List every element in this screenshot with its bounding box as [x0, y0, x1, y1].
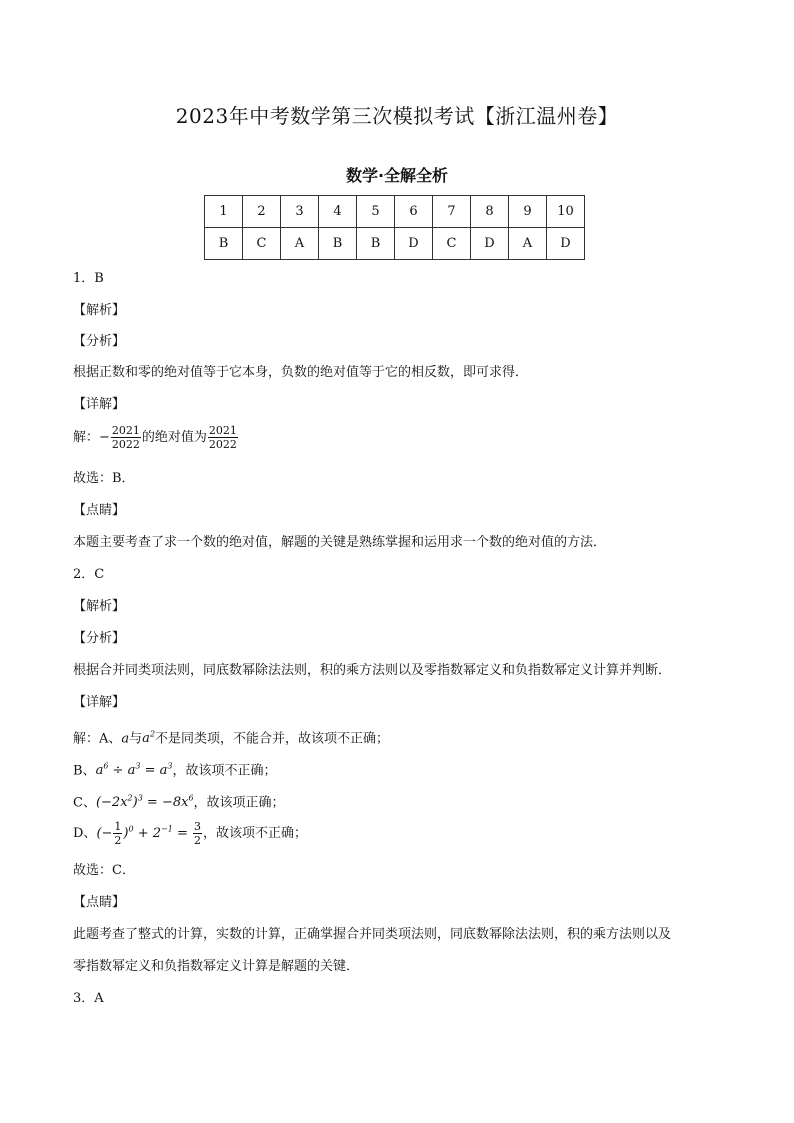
q2-jiexi-heading: 【解析】 [73, 599, 126, 614]
q2-header: 2．C [73, 567, 105, 582]
q3-header: 3．A [73, 991, 104, 1006]
q2-fenxi-text: 根据合并同类项法则，同底数幂除法法则，积的乘方法则以及零指数幂定义和负指数幂定义计算并判断． [73, 663, 672, 678]
q2-dianjing-text-2: 零指数幂定义和负指数幂定义计算是解题的关键． [73, 959, 360, 974]
math-expression: $a^2$ [142, 730, 156, 747]
answer-choice: D [395, 228, 433, 260]
math-expression: (− $\frac{1}{2}$ )$^0 + 2^{-1}$ = $\frac{3}{2}$ [96, 820, 201, 847]
q2-option-c: C、$(-2x^2)^3 = -8x^6$，故该项正确； [73, 794, 285, 811]
q2-option-d: D、(− $\frac{1}{2}$ )$^0 + 2^{-1}$ = $\frac{3}{2}$ ，故该项不正确； [73, 820, 307, 847]
q2-xiangjie-heading: 【详解】 [73, 695, 126, 710]
question-number: 1 [205, 196, 243, 228]
q2-dianjing-text-1: 此题考查了整式的计算，实数的计算，正确掌握合并同类项法则，同底数幂除法法则，积的乘方法则以及 [73, 927, 672, 942]
question-number: 8 [471, 196, 509, 228]
q2-dianjing-heading: 【点睛】 [73, 895, 126, 910]
q1-dianjing-heading: 【点睛】 [73, 503, 126, 518]
answer-choice-row [205, 228, 585, 260]
q2-option-a: 解：A、a与$a^2$不是同类项，不能合并，故该项不正确； [73, 730, 390, 747]
q1-header: 1．B [73, 271, 104, 286]
answer-choice: D [471, 228, 509, 260]
q1-xiangjie-heading: 【详解】 [73, 397, 126, 412]
math-expression: $a^6 \div a^3 = a^3$ [95, 762, 173, 779]
answer-number-row [205, 196, 585, 228]
math-expression: a [121, 731, 130, 747]
answer-choice: A [281, 228, 319, 260]
answer-choice: C [243, 228, 281, 260]
q1-fenxi-text: 根据正数和零的绝对值等于它本身，负数的绝对值等于它的相反数，即可求得． [73, 365, 529, 380]
question-number: 9 [509, 196, 547, 228]
answer-choice: D [547, 228, 585, 260]
q1-dianjing-text: 本题主要考查了求一个数的绝对值，解题的关键是熟练掌握和运用求一个数的绝对值的方法． [73, 535, 607, 550]
q2-option-b: B、$a^6 \div a^3 = a^3$，故该项不正确； [73, 762, 277, 779]
question-number: 5 [357, 196, 395, 228]
question-number: 6 [395, 196, 433, 228]
answer-choice: B [205, 228, 243, 260]
document-title: 2023年中考数学第三次模拟考试【浙江温州卷】 [175, 104, 619, 128]
question-number: 10 [547, 196, 585, 228]
answer-choice: C [433, 228, 471, 260]
fraction: $\frac{2021}{2022}$ [111, 424, 140, 451]
q1-select: 故选：B． [73, 471, 135, 486]
q1-fenxi-heading: 【分析】 [73, 334, 126, 349]
q2-select: 故选：C． [73, 863, 135, 878]
document-subtitle: 数学·全解全析 [345, 166, 449, 185]
question-number: 3 [281, 196, 319, 228]
question-number: 7 [433, 196, 471, 228]
q2-fenxi-heading: 【分析】 [73, 631, 126, 646]
question-number: 2 [243, 196, 281, 228]
question-number: 4 [319, 196, 357, 228]
q1-jiexi-heading: 【解析】 [73, 303, 126, 318]
answer-choice: B [357, 228, 395, 260]
answer-choice: A [509, 228, 547, 260]
q1-solution-prefix: 解：− [73, 430, 110, 445]
q1-solution [73, 424, 239, 451]
fraction: $\frac{2021}{2022}$ [208, 424, 237, 451]
q1-solution-mid: 的绝对值为 [141, 430, 207, 445]
answer-choice: B [319, 228, 357, 260]
math-expression: $(-2x^2)^3 = -8x^6$ [95, 794, 194, 811]
answer-table [204, 195, 585, 260]
